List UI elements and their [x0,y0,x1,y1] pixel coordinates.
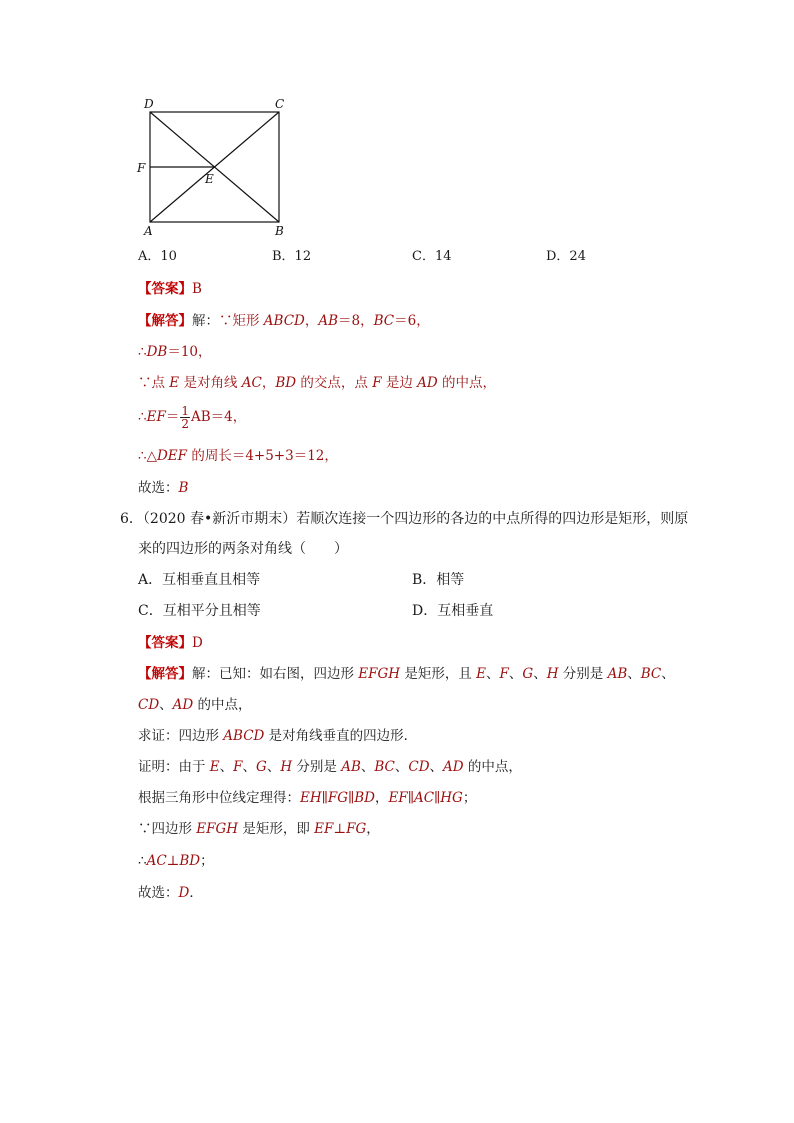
sol-var: CD [408,759,430,775]
sol-text: 、 [661,666,675,682]
sol-text: ∴ [138,344,147,360]
sol-text: ∵点 [138,375,170,391]
sol-var: G [256,759,267,775]
sol-text: 的周长＝4+5+3＝12， [187,448,338,464]
sol-text: 证明：由于 [138,759,210,775]
sol-text: 、 [159,697,173,713]
sol-var: B [178,480,189,496]
q6-solution-line-6 [138,819,380,839]
sol-text: 、 [242,759,257,775]
sol-var: F [233,759,243,775]
sol-var: E [169,375,180,391]
sol-text: ∴ [138,409,147,425]
label-b: B [275,224,284,238]
sol-var: F [499,666,509,682]
q5-solution-line-1 [138,311,430,331]
q6-solution-line-8 [138,883,203,903]
q6-solution-line-3 [138,726,417,746]
sol-text: ＝4， [210,409,247,425]
q6-solution-line-2 [138,695,252,715]
sol-var: H [280,759,293,775]
sol-text: 分别是 [292,759,342,775]
sol-var: G [522,666,534,682]
sol-text: 、 [533,666,547,682]
sol-text: ， [375,790,389,806]
sol-var: AB [190,409,211,425]
q6-option-c: C．互相平分且相等 [138,603,261,619]
sol-var: AB [341,759,361,775]
sol-text: 、 [508,666,523,682]
q6-option-a: A．互相垂直且相等 [138,572,261,588]
q6-solution-line-4 [138,757,522,777]
q5-solution-line-4 [138,401,246,433]
label-c: C [275,97,285,111]
sol-text: 解： [192,313,219,329]
sol-var: EF∥AC∥HG [388,790,463,806]
rectangle-diagram [130,92,300,242]
sol-var: DEF [156,448,188,464]
sol-var: EFGH [358,666,401,682]
q5-option-c: C．14 [412,249,452,264]
q5-option-a: A．10 [138,249,177,264]
sol-var: EF⊥FG [314,821,367,837]
q6-solution-line-7 [138,851,214,871]
sol-var: AC [241,375,262,391]
sol-text: 、 [360,759,375,775]
rectangle-figure [130,92,300,242]
sol-var: E [209,759,220,775]
q6-option-d: D．互相垂直 [412,603,494,619]
sol-text: 是边 [381,375,418,391]
sol-text: 是矩形，即 [238,821,315,837]
answer-tag: 【答案】 [138,635,192,651]
sol-var: AD [443,759,464,775]
sol-text: 的中点， [463,759,522,775]
q6-option-b: B．相等 [412,572,465,588]
sol-text: 是对角线 [179,375,242,391]
sol-var: AD [417,375,438,391]
sol-var: EH∥FG∥BD [300,790,375,806]
sol-var: ABCD [223,728,265,744]
sol-text: ＝8， [338,313,374,329]
sol-text: ∵四边形 [138,821,197,837]
answer-tag: 【答案】 [138,281,192,297]
label-d: D [144,97,154,111]
sol-text: ∴△ [138,448,157,464]
q6-answer [138,633,203,653]
sol-var: CD [138,697,160,713]
q5-option-b: B．12 [272,249,312,264]
sol-var: F [372,375,382,391]
sol-text: 、 [219,759,234,775]
sol-text: ＝ [165,409,180,425]
sol-text: 的交点，点 [296,375,373,391]
sol-text: ， [304,313,319,329]
sol-text: ， [366,821,380,837]
sol-var: BC [373,313,395,329]
sol-text: ＝10， [167,344,212,360]
sol-text: 解：已知：如右图，四边形 [192,666,359,682]
q6-stem-line-1: 6．（2020 春•新沂市期末）若顺次连接一个四边形的各边的中点所得的四边形是矩形，则原 [120,511,689,527]
sol-text: 、 [266,759,281,775]
sol-text: ＝6， [394,313,430,329]
sol-var: BD [275,375,297,391]
sol-var: AB [607,666,628,682]
answer-value: D [192,635,203,651]
q5-solution-line-5 [138,446,338,466]
fraction-one-half [180,405,190,430]
sol-text: 求证：四边形 [138,728,224,744]
sol-text: 是矩形，且 [400,666,477,682]
sol-var: AB [318,313,339,329]
sol-var: DB [146,344,168,360]
q5-solution-line-3 [138,373,496,393]
sol-var: D [178,885,190,901]
sol-text: ． [189,885,203,901]
q5-answer [138,279,202,299]
sol-text: ； [462,790,477,806]
q6-solution-line-5 [138,788,476,808]
sol-text: 的中点， [437,375,497,391]
sol-text: 、 [486,666,500,682]
solution-tag: 【解答】 [138,313,192,329]
fraction-denominator: 2 [181,417,189,431]
sol-var: BC [374,759,395,775]
label-e: E [205,172,214,186]
sol-var: ABCD [263,313,305,329]
solution-tag: 【解答】 [138,666,192,682]
sol-var: BC [640,666,662,682]
answer-value: B [192,281,202,297]
sol-text: 、 [394,759,409,775]
sol-text: 的中点， [193,697,252,713]
sol-text: ∴ [138,853,147,869]
sol-text: 根据三角形中位线定理得： [138,790,300,806]
sol-text: 分别是 [558,666,608,682]
q6-stem-line-2: 来的四边形的两条对角线（ ） [138,541,348,557]
q5-solution-line-6 [138,478,188,498]
sol-text: ∵矩形 [219,313,264,329]
sol-var: AC⊥BD [146,853,201,869]
sol-text: ， [261,375,276,391]
q6-solution-line-1 [138,664,675,684]
sol-var: AD [172,697,194,713]
sol-text: ； [200,853,214,869]
sol-var: EFGH [196,821,239,837]
sol-var: H [546,666,559,682]
q5-option-d: D．24 [546,249,586,264]
sol-text: 故选： [138,885,179,901]
sol-var: E [476,666,487,682]
q5-solution-line-2 [138,342,212,362]
sol-text: 是对角线垂直的四边形． [264,728,418,744]
sol-text: 、 [627,666,641,682]
label-f: F [137,161,146,175]
label-a: A [144,224,153,238]
sol-var: EF [146,409,166,425]
sol-text: 故选： [138,480,179,496]
sol-text: 、 [429,759,444,775]
fraction-numerator: 1 [181,404,189,418]
